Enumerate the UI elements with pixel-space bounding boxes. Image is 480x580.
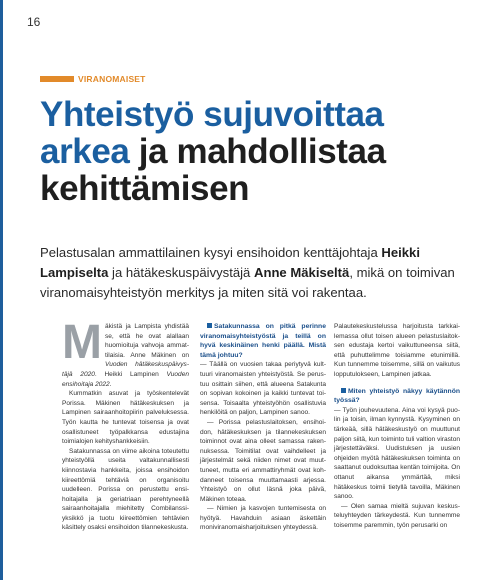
article-title [40,96,460,207]
section-label-text: VIRANOMAISET [78,74,146,84]
section-label-bar [40,76,74,82]
col3-paragraph-2: — Työn jouhevuutena. Aina voi kysyä puolin ja toisin, ilman kynnystä. Kysyminen on tärkeää, sillä hätäkeskustyö on muuttunut paljon siitä, kun toiminto tuli valtion viraston järjestettäväksi. Uudistuksen ja uusien ohjeiden myötä hätäkeskuksen toiminta on saattanut oudoksuttaa kentän toimijoita. On ottanut aikansa ymmärtää, miksi hätäkeskus toimii tietyllä tavoilla, Mäkinen sanoo. [334,406,460,501]
text-column-2 [200,322,326,533]
article-lead [40,243,460,303]
col3-subheading [334,387,460,406]
lead-part1: Pelastusalan ammattilainen kysyi ensihoidon kenttäjohtaja [40,245,382,260]
lead-name2: Anne Mäkiseltä [253,265,350,280]
left-edge-rule [0,0,3,580]
lead-part2: ja hätäkeskuspäivystäjä [108,265,254,280]
col2-paragraph-2: — Porissa pelastuslaitoksen, ensihoidon, hätäkeskuksen ja tilannekeskuksen toiminnot ovat aina olleet samassa rakennuksessa. Toimitilat ovat vaihdelleet ja järjestelmät sekä niiden nimet ovat muuttuneet, mutta eri ammattiryhmät ovat kohdanneet toisensa muuttamaasti arjessa. Yhteistyö on ollut läsnä joka päivä, Mäkinen toteaa. [200,418,326,503]
subheading-square-icon [207,323,212,328]
dropcap: M [62,316,102,369]
col1-p1-a: äkistä ja Lampista yhdistää se, että he ovat alallaan huomioituja vahvoja ammattilaisia. Anne Mäkinen on [104,323,189,359]
page-number: 16 [27,15,41,29]
subheading-square-icon [341,388,346,393]
title-line2-rest: ja mahdollistaa [129,132,386,171]
col1-paragraph-3: Satakunnassa on viime aikoina toteutettu yhteistyöllä useita valtakunnallisesti kiinnostavia hankkeita, joissa ensihoidon kiireettömiä tehtäviä on organisoitu uudelleen. Porissa on perustettu ensihoitajalla ja geriatriaan perehtyneellä sairaanhoitajalla miehitetty Combilanssiyksikkö ja tuotu kiireettömien tehtävien käsittely osaksi ensihoidon tilannekeskusta. [62,447,189,532]
title-line1: Yhteistyö sujuvoittaa [40,95,384,134]
col1-p1-italic1: Vuoden hätäkeskuspäivystäjä 2020 [62,361,189,378]
col1-paragraph-2: Kummatkin asuvat ja työskentelevät Porissa. Mäkinen hätäkeskuksen ja Lampinen sairaanhoitopiirin palveluksessa. Työn kautta he tuntevat toisensa ja ovat osallistuneet työpalkkansa edustajina toimialojen kehityshankkeisiin. [62,390,189,446]
col3-paragraph-3: — Olen samaa mieltä sujuvan keskusteluyhteyden tärkeydestä. Kun tunnemme toisemme paremmin, työn perusarki on [334,502,460,529]
title-line3: kehittämisen [40,169,250,208]
text-column-3 [334,322,460,530]
col2-subheading-text: Satakunnassa on pitkä perinne viranomaisyhteistyöstä ja teillä on hyvä keskinäinen henki päällä. Mistä tämä johtuu? [200,323,326,359]
lead-name1: Heikki Lampiselta [40,245,420,280]
col2-subheading [200,322,326,360]
text-column-1 [62,316,189,533]
section-label [40,73,146,85]
col2-paragraph-3: — Nimien ja kasvojen tuntemisesta on hyötyä. Havahduin asiaan äskettäin moniviranomaisharjoituksen yhteydessä. [200,505,326,532]
col2-paragraph-1: — Täällä on vuosien takaa periytyvä kulttuuri viranomaisten yhteistyöstä. Se perustuu osittain siihen, että alueena Satakunta on sopivan kokoinen ja kaikki tuntevat toisensa. Toisaalta yhteistyöhön osallistuvia henkilöitä on paljon, Lampinen sanoo. [200,361,326,417]
col1-p1-italic2: Vuoden ensihoitaja 2022 [62,370,189,388]
col1-paragraph-1 [62,316,189,389]
lead-part3: , mikä on toimivan viranomaisyhteistyön merkitys ja miten sitä voi rakentaa. [40,265,455,300]
col3-subheading-text: Miten yhteistyö näkyy käytännön työssä? [334,387,460,405]
col3-paragraph-1: Palautekeskustelussa harjoitusta tarkkailemassa ollut toisen alueen pelastuslaitoksen edustaja kertoi vaikuttuneensa siitä, että puhuttelimme toisiamme etunimillä. Kun tunnemme toisemme, sillä on vaikutus lopputulokseen, Lampinen jatkaa. [334,323,460,378]
col1-p1-b: . Heikki Lampinen [94,370,167,378]
title-line2-blue: arkea [40,132,130,171]
col1-p1-c: . [109,380,112,388]
